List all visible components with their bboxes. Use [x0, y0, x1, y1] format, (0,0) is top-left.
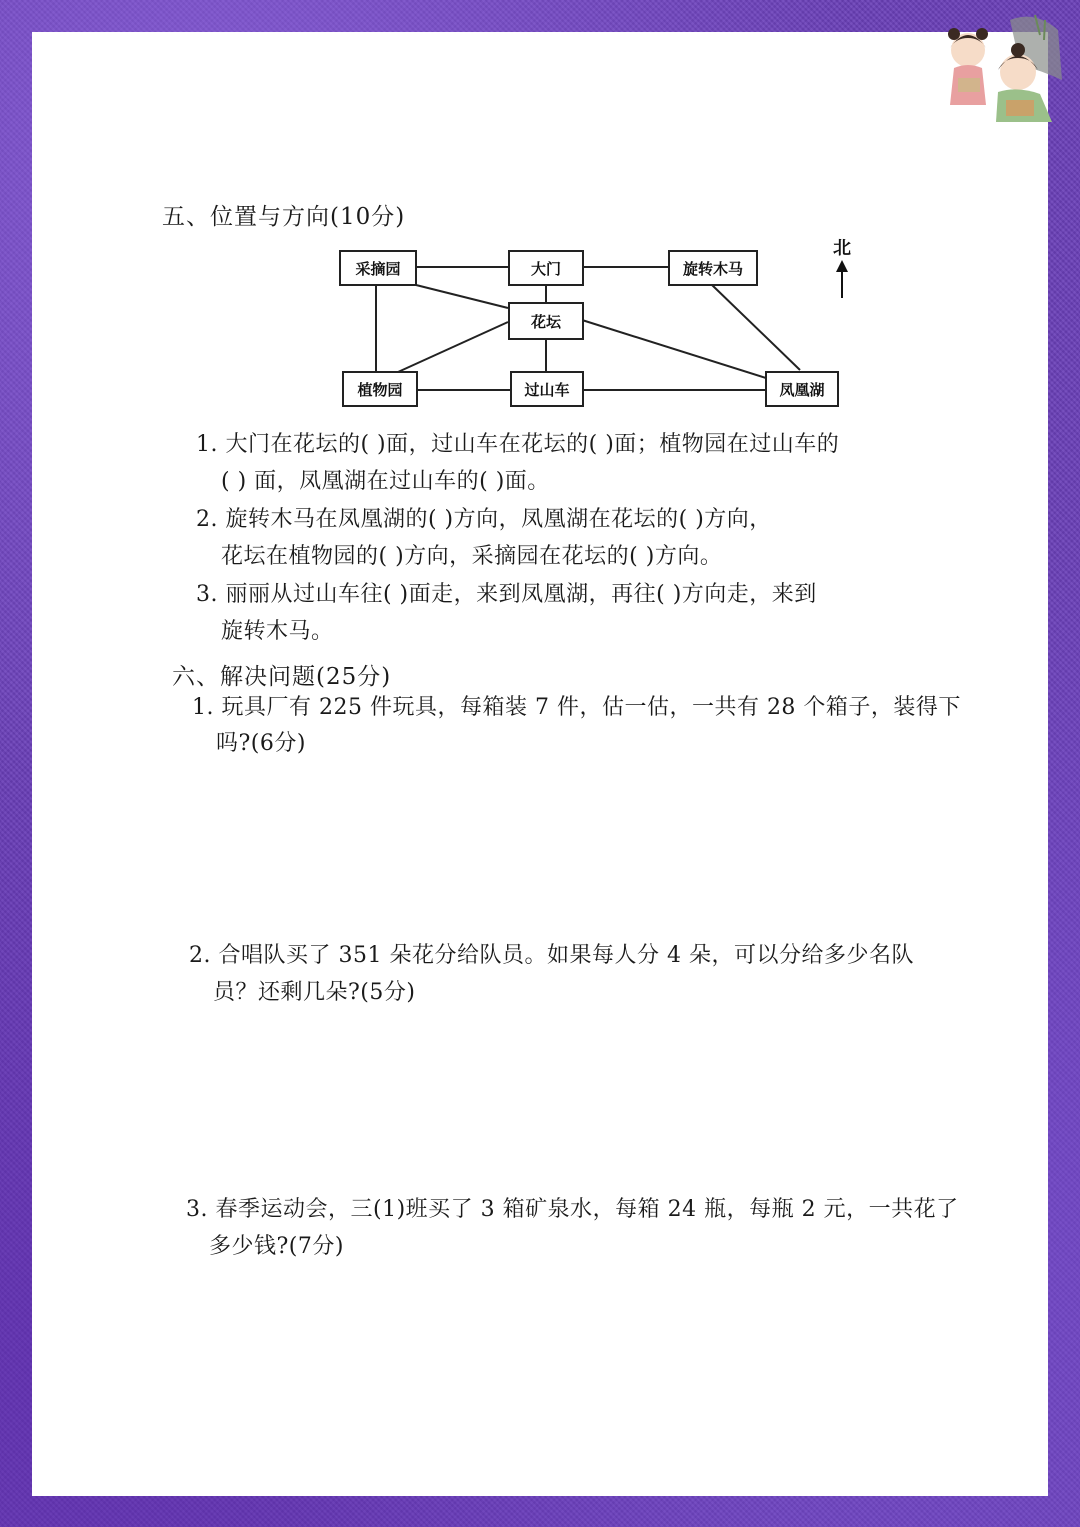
s6-problem-3-line-1: 3. 春季运动会，三(1)班买了 3 箱矿泉水，每箱 24 瓶，每瓶 2 元，一共花了	[186, 1197, 959, 1222]
location-map-diagram	[300, 230, 880, 420]
label-flowerbed: 花坛	[530, 313, 562, 331]
north-arrow-icon	[836, 260, 848, 298]
label-lake: 凤凰湖	[779, 381, 825, 399]
s6-problem-1-line-1: 1. 玩具厂有 225 件玩具，每箱装 7 件，估一估，一共有 28 个箱子，装得下	[192, 695, 961, 720]
path-flowerbed-lake	[582, 320, 766, 378]
s5-question-2-line-1: 2. 旋转木马在凤凰湖的( )方向，凤凰湖在花坛的( )方向，	[196, 507, 772, 532]
s6-problem-1-line-2: 吗?(6分)	[216, 731, 306, 756]
s6-problem-3-line-2: 多少钱?(7分)	[209, 1234, 344, 1259]
s5-question-2-line-2: 花坛在植物园的( )方向，采摘园在花坛的( )方向。	[221, 544, 723, 569]
label-orchard: 采摘园	[355, 260, 401, 278]
section-6-title: 六、解决问题(25分)	[172, 664, 392, 690]
section-5-title: 五、位置与方向(10分)	[162, 204, 406, 230]
reading-children-illustration	[940, 10, 1065, 130]
s6-problem-2-line-2: 员？还剩几朵?(5分)	[213, 980, 416, 1005]
s5-question-1-line-2: ( ) 面，凤凰湖在过山车的( )面。	[221, 469, 550, 494]
path-orchard-flowerbed	[416, 285, 508, 308]
s5-question-3-line-1: 3. 丽丽从过山车往( )面走，来到凤凰湖，再往( )方向走，来到	[196, 582, 817, 607]
label-carousel: 旋转木马	[682, 260, 744, 278]
s6-problem-2-line-1: 2. 合唱队买了 351 朵花分给队员。如果每人分 4 朵，可以分给多少名队	[189, 943, 914, 968]
path-flowerbed-botanical	[398, 322, 508, 372]
label-coaster: 过山车	[524, 381, 570, 399]
label-gate: 大门	[530, 260, 562, 278]
s5-question-1-line-1: 1. 大门在花坛的( )面，过山车在花坛的( )面；植物园在过山车的	[196, 432, 840, 457]
north-label: 北	[833, 238, 851, 259]
s5-question-3-line-2: 旋转木马。	[221, 619, 334, 644]
path-carousel-lake	[712, 285, 800, 370]
label-botanical: 植物园	[357, 381, 403, 399]
